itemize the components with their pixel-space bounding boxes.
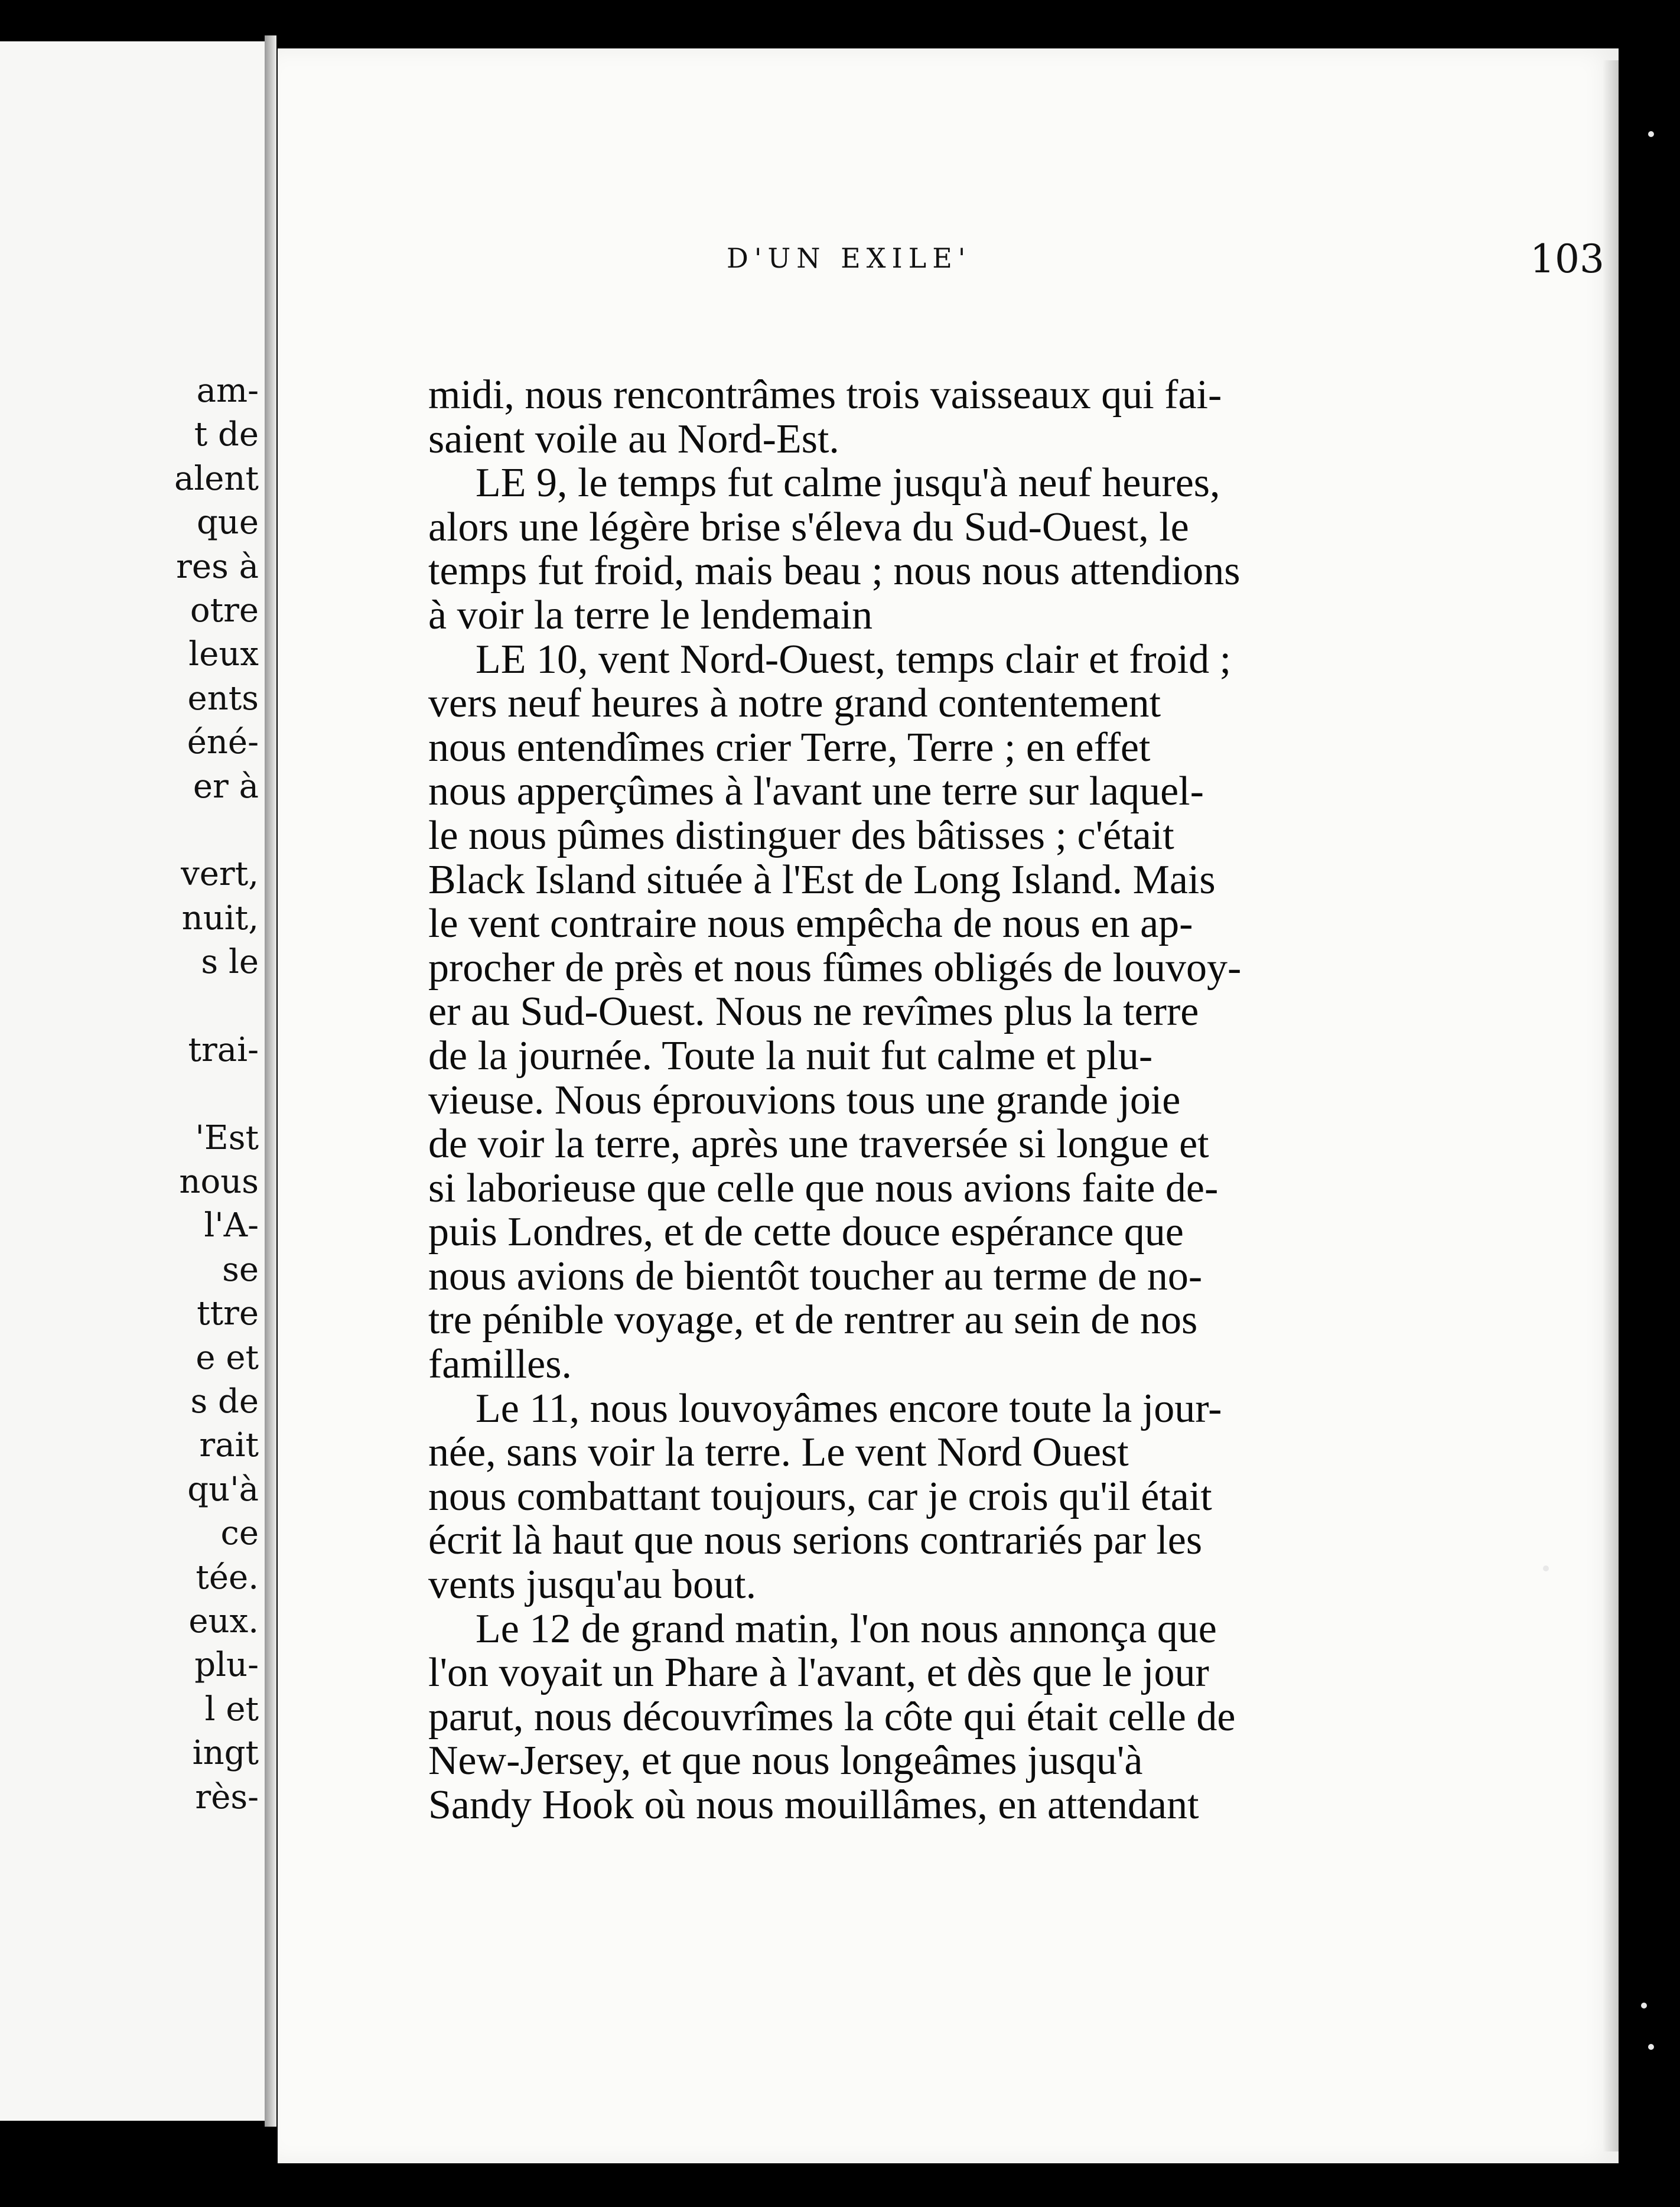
text-line: alors une légère brise s'éleva du Sud-Ouest, le [428,504,1189,550]
fragment-line: rait [199,1426,259,1465]
text-line: si laborieuse que celle que nous avions faite de- [428,1165,1219,1211]
fragment-line: vert, [181,855,259,894]
text-line: temps fut froid, mais beau ; nous nous attendions [428,548,1241,594]
fragment-line: ce [220,1514,259,1553]
fragment-line: l'A- [204,1206,259,1245]
fragment-line: l et [204,1690,259,1729]
fragment-line: que [196,503,259,542]
fragment-line: e et [196,1338,259,1377]
previous-page [0,41,265,2121]
fragment-line: s le [201,943,259,982]
text-line: Sandy Hook où nous mouillâmes, en attendant [428,1782,1199,1828]
text-line: l'on voyait un Phare à l'avant, et dès que le jour [428,1650,1209,1696]
text-line: nous combattant toujours, car je crois qu'il était [428,1473,1212,1519]
fragment-line: s de [190,1382,259,1421]
fragment-line [174,984,259,1028]
fragment-line: trai- [188,1030,259,1069]
text-line: le nous pûmes distinguer des bâtisses ; c'était [428,812,1174,858]
text-line: familles. [428,1342,572,1388]
body-text [428,373,1586,1828]
text-line: de voir la terre, après une traversée si longue et [428,1121,1209,1167]
fragment-line: leux [188,635,259,674]
text-line: vieuse. Nous éprouvions tous une grande joie [428,1077,1181,1123]
fragment-line: am- [196,372,259,410]
text-line: née, sans voir la terre. Le vent Nord Ouest [428,1430,1129,1476]
fragment-line: éné- [187,723,259,762]
text-line: LE 10, vent Nord-Ouest, temps clair et froid ; [476,636,1232,682]
text-line: vents jusqu'au bout. [428,1562,757,1608]
fragment-line [174,809,259,852]
text-line: LE 9, le temps fut calme jusqu'à neuf heures, [476,460,1220,506]
fragment-line: nuit, [181,899,259,938]
fragment-line: eux. [188,1601,259,1640]
page-number: 103 [1530,236,1604,282]
fragment-line: nous [179,1163,259,1202]
text-line: parut, nous découvrîmes la côte qui était celle de [428,1694,1236,1740]
text-line: à voir la terre le lendemain [428,592,873,638]
page-gutter-shadow [265,35,276,2127]
book-page [278,48,1619,2163]
page-edge-shadow [1603,60,1619,2151]
fragment-line: rès- [195,1778,259,1817]
text-line: de la journée. Toute la nuit fut calme et plu- [428,1033,1153,1079]
scan-speck [1648,131,1654,137]
fragment-line: ingt [192,1734,259,1773]
fragment-line: plu- [194,1646,259,1685]
fragment-line: qu'à [187,1470,259,1509]
text-line: écrit là haut que nous serions contrariés par les [428,1518,1203,1564]
text-line: nous avions de bientôt toucher au terme de no- [428,1253,1203,1299]
running-head: D'UN EXILE' [727,242,972,274]
text-line: puis Londres, et de cette douce espérance que [428,1209,1184,1255]
fragment-line: ents [187,679,259,718]
text-line: er au Sud-Ouest. Nous ne revîmes plus la terre [428,989,1199,1035]
text-line: Black Island située à l'Est de Long Island. Mais [428,857,1216,903]
fragment-line: er à [193,767,259,806]
text-line: midi, nous rencontrâmes trois vaisseaux qui fai- [428,372,1222,418]
text-line: saient voile au Nord-Est. [428,416,839,462]
scan-speck [1641,2003,1647,2009]
text-line: Le 11, nous louvoyâmes encore toute la jour- [476,1385,1222,1431]
fragment-line: alent [174,459,259,498]
text-line: procher de près et nous fûmes obligés de louvoy- [428,945,1242,991]
fragment-line: ttre [197,1294,259,1333]
fragment-line: t de [194,415,259,454]
fragment-line: otre [190,591,259,630]
fragment-line [174,1072,259,1116]
previous-page-text-fragments [174,369,259,1819]
fragment-line: se [222,1250,259,1289]
fragment-line: tée. [196,1558,259,1597]
fragment-line: 'Est [195,1118,259,1157]
text-line: vers neuf heures à notre grand contentement [428,681,1161,727]
scan-speck [1543,1565,1549,1571]
text-line: le vent contraire nous empêcha de nous en ap- [428,901,1193,947]
text-line: nous apperçûmes à l'avant une terre sur laquel- [428,769,1204,815]
text-line: New-Jersey, et que nous longeâmes jusqu'à [428,1738,1143,1784]
text-line: nous entendîmes crier Terre, Terre ; en effet [428,724,1151,770]
text-line: Le 12 de grand matin, l'on nous annonça que [476,1606,1217,1652]
text-line: tre pénible voyage, et de rentrer au sein de nos [428,1297,1198,1343]
fragment-line: res à [176,547,259,586]
scan-speck [1648,2044,1654,2050]
